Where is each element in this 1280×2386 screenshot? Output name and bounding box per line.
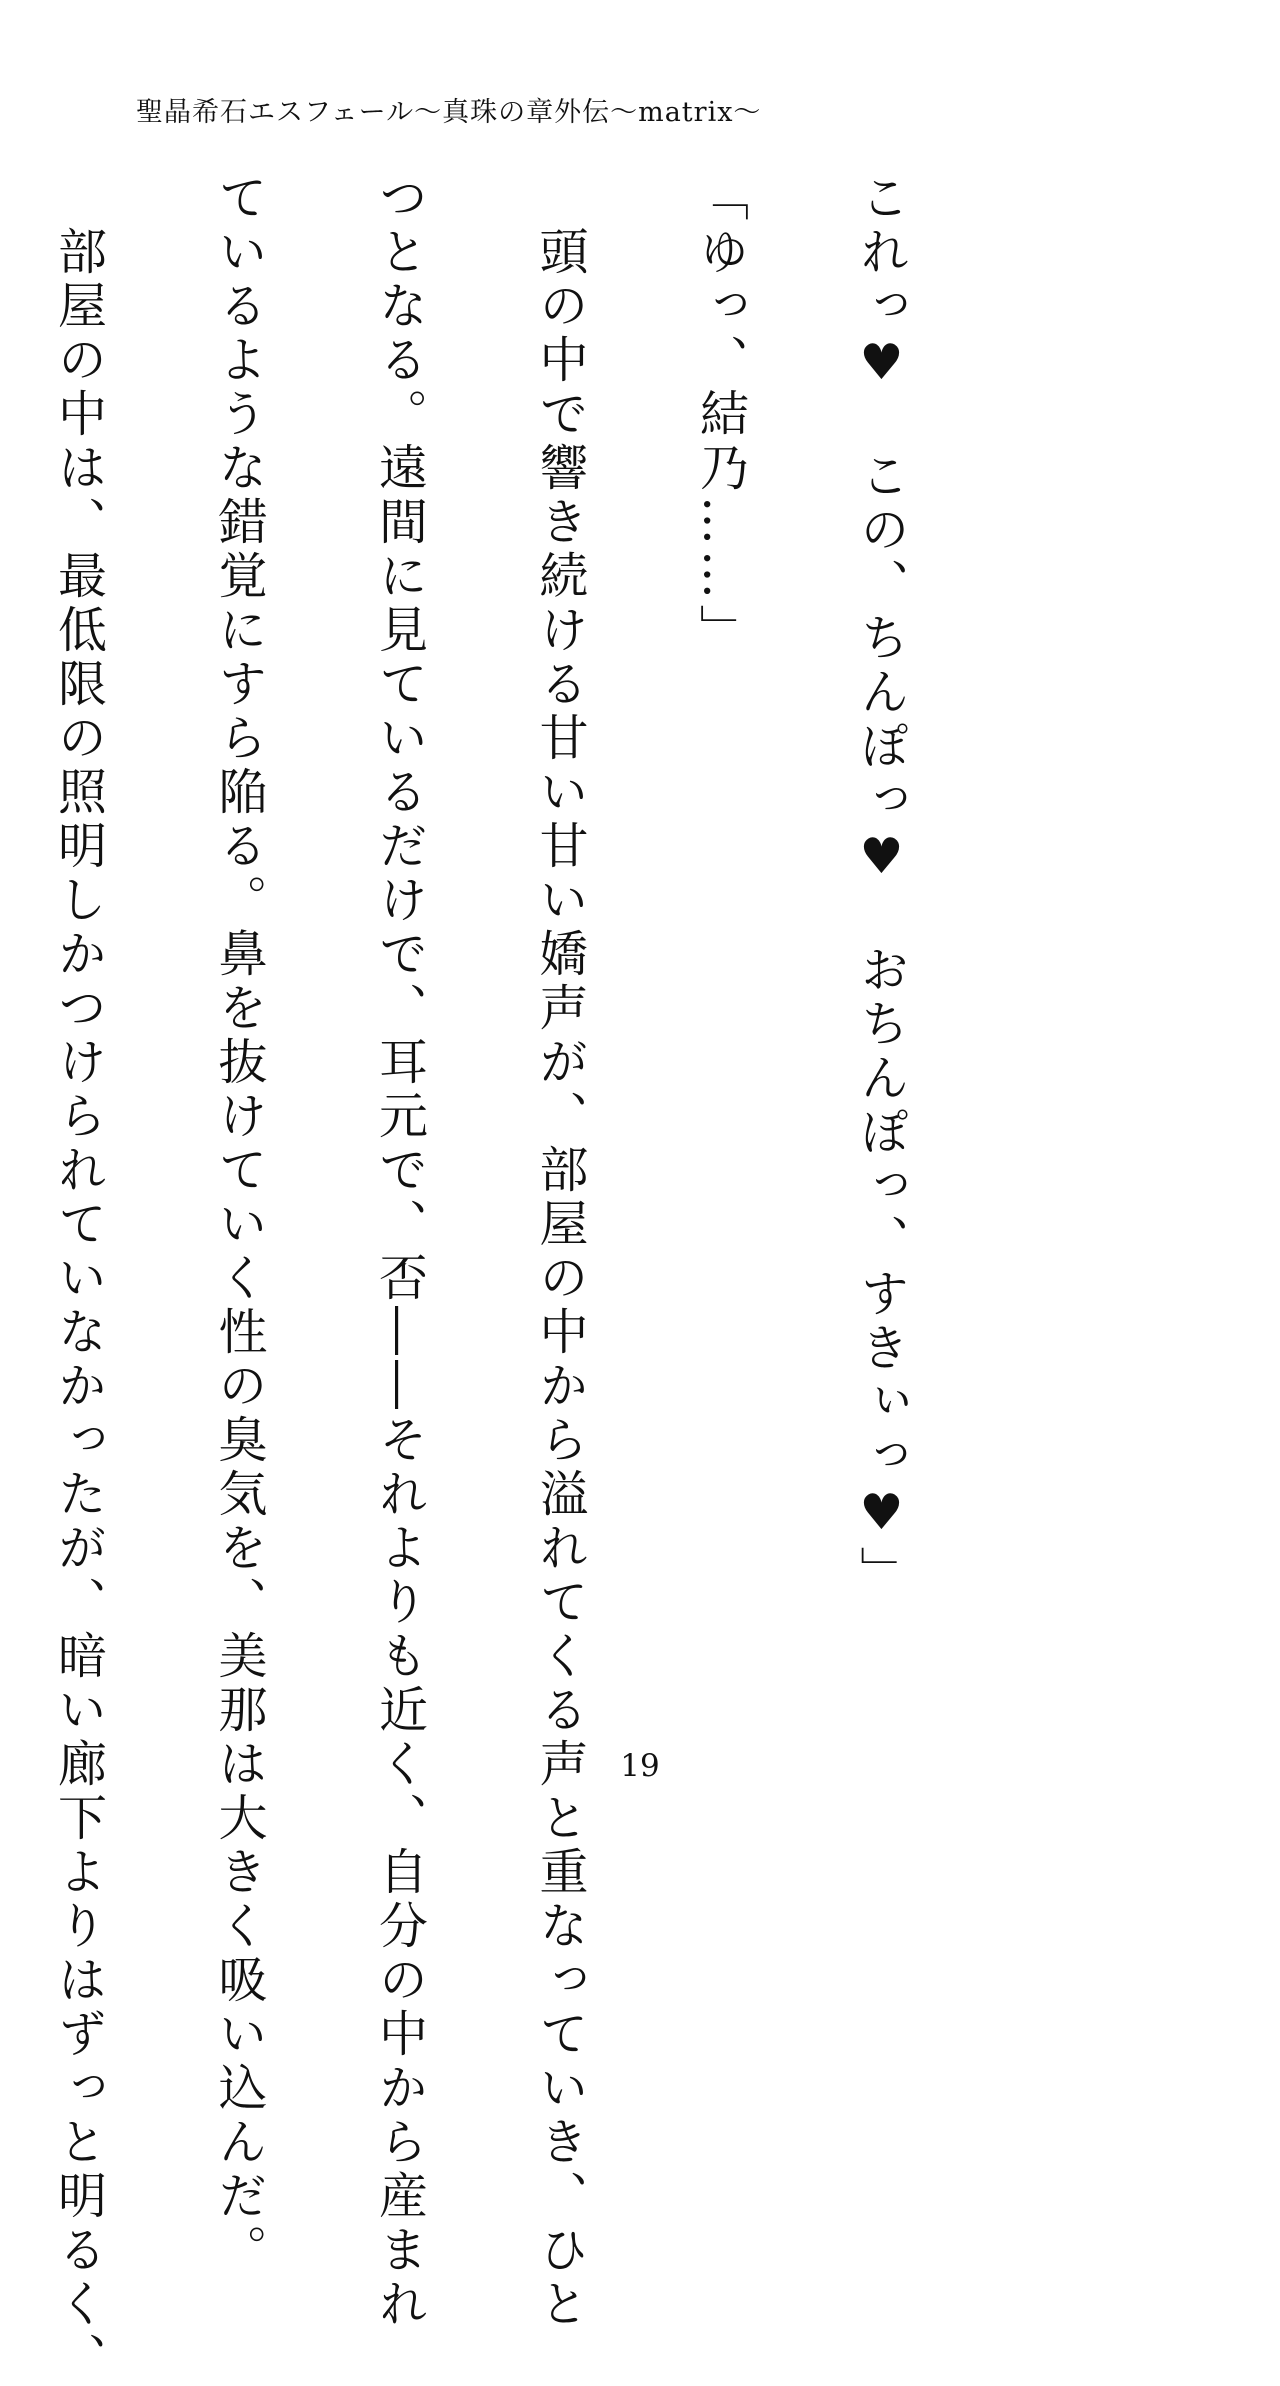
text-line-2: 「ゆっ、結乃……」 [692,172,750,658]
page-number: 19 [620,1748,660,1784]
text-line-6: 部屋の中は、最低限の照明しかつけられていなかったが、暗い廊下よりはずっと明るく、 [50,172,108,2386]
text-line-5: ているような錯覚にすら陥る。鼻を抜けていく性の臭気を、美那は大きく吸い込んだ。 [211,172,268,2278]
text-line-1: これっ♥ この、ちんぽっ♥ おちんぽっ、すきぃっ♥」 [853,172,910,1600]
running-header: 聖晶希石エスフェール〜真珠の章外伝〜matrix〜 [136,97,762,128]
text-line-3: 頭の中で響き続ける甘い甘い嬌声が、部屋の中から溢れてくる声と重なっていき、ひと [532,172,589,2332]
text-line-4: つとなる。遠間に見ているだけで、耳元で、否――それよりも近く、自分の中から産まれ [371,172,429,2332]
